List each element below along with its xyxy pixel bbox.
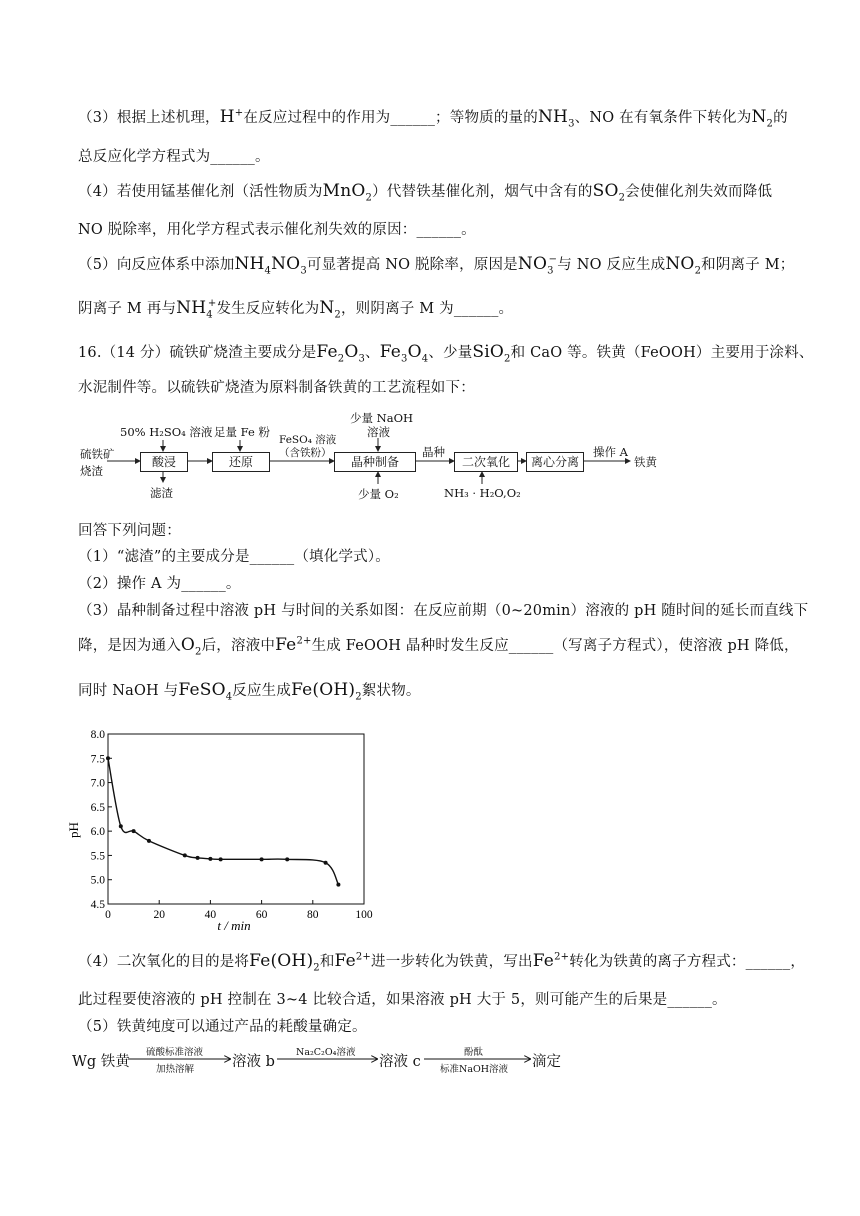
flow-product-label: 铁黄 <box>634 455 657 469</box>
so2: $SO_2$ <box>592 181 626 204</box>
text: 和 <box>319 954 335 970</box>
text: 反应生成 <box>232 683 292 699</box>
fe2-plus: $Fe^{2+}$ <box>532 951 570 971</box>
chart-data-point <box>119 824 123 828</box>
q5b-line: （5）铁黄纯度可以通过产品的耗酸量确定。 <box>78 1019 367 1035</box>
chart-x-tick-label: 40 <box>204 909 217 921</box>
titration-arrow1-top: 硫酸标准溶液 <box>146 1047 204 1058</box>
h-plus: H+ <box>219 107 244 127</box>
chart-series-line <box>108 758 338 884</box>
text: 的 <box>773 110 788 126</box>
text: 进一步转化为铁黄，写出 <box>371 954 533 970</box>
text: 后，溶液中 <box>201 638 276 654</box>
titration-end: 滴定 <box>532 1054 561 1070</box>
chart-y-tick-label: 4.5 <box>90 899 105 911</box>
chart-data-point <box>106 756 110 760</box>
q4b-line2: 此过程要使溶液的 pH 控制在 3~4 比较合适，如果溶液 pH 大于 5，则可能产生的后果是______。 <box>78 992 727 1008</box>
titration-start: Wg 铁黄 <box>72 1054 130 1070</box>
flow-box-centrifuge: 离心分离 <box>526 452 584 472</box>
flow-input-naoh: 少量 NaOH <box>350 411 414 425</box>
chart-x-tick-label: 100 <box>355 909 373 921</box>
chart-points <box>106 756 340 886</box>
text: ）代替铁基催化剂，烟气中含有的 <box>372 184 593 200</box>
text: 16.（14 分）硫铁矿烧渣主要成分是 <box>78 345 317 361</box>
titration-arrow1-bottom: 加热溶解 <box>156 1064 195 1075</box>
text: （5）向反应体系中添加 <box>78 257 235 273</box>
titration-arrow2-top: Na₂C₂O₄溶液 <box>296 1047 356 1058</box>
text: 、少量 <box>428 345 473 361</box>
chart-x-axis-label: t / min <box>217 918 251 933</box>
titration-arrow3-top: 酚酞 <box>464 1047 484 1058</box>
flow-arrows <box>0 0 860 520</box>
question-3-line1: （3）晶种制备过程中溶液 pH 与时间的关系如图：在反应前期（0~20min）溶液的 pH 随时间的延长而直线下 <box>78 603 809 619</box>
chart-data-point <box>183 853 187 857</box>
text: （3）根据上述机理， <box>78 110 220 126</box>
chart-ticks <box>91 729 373 921</box>
no3-minus: $NO_3^-$ <box>517 254 558 277</box>
chart-data-point <box>260 857 264 861</box>
q4b-line1 <box>78 950 805 973</box>
chart-data-point <box>285 857 289 861</box>
flow-box-seed-prep: 晶种制备 <box>334 452 416 472</box>
text: （4）若使用锰基催化剂（活性物质为 <box>78 184 323 200</box>
flow-raw-label-2: 烧渣 <box>80 464 103 478</box>
flow-input-acid: 50% H₂SO₄ 溶液 <box>120 425 213 439</box>
flow-input-naoh-2: 溶液 <box>367 425 390 439</box>
flow-o2-label: 少量 O₂ <box>358 487 399 501</box>
chart-y-tick-label: 7.0 <box>90 777 105 790</box>
flow-input-feso4: FeSO₄ 溶液 <box>279 434 337 446</box>
flow-box-second-oxidation: 二次氧化 <box>454 452 518 472</box>
chart-data-point <box>147 839 151 843</box>
text: 水泥制件等。以硫铁矿烧渣为原料制备铁黄的工艺流程如下： <box>78 380 475 396</box>
text: 与 NO 反应生成 <box>557 257 666 273</box>
questions-intro: 回答下列问题： <box>78 523 181 539</box>
titration-arrow3-bottom: 标准NaOH溶液 <box>440 1064 509 1075</box>
chart-data-point <box>219 857 223 861</box>
chart-y-tick-label: 6.0 <box>90 826 105 839</box>
chart-x-tick-label: 80 <box>307 909 319 921</box>
nh3: $NH_3$ <box>537 107 575 130</box>
chart-y-tick-label: 8.0 <box>90 729 105 741</box>
feoh2: $Fe(OH)_2$ <box>249 951 320 974</box>
text: 同时 NaOH 与 <box>78 683 179 699</box>
flow-nh3-o2-label: NH₃ · H₂O,O₂ <box>444 486 521 500</box>
flow-box-reduce: 还原 <box>212 452 270 472</box>
chart-data-point <box>324 861 328 865</box>
process-flow-diagram <box>0 0 860 520</box>
chart-y-tick-label: 5.5 <box>90 850 105 863</box>
question-3-line3 <box>78 679 421 702</box>
question-3-line2 <box>78 634 799 657</box>
text: 转化为铁黄的离子方程式：______， <box>569 954 806 970</box>
text: （4）二次氧化的目的是将 <box>78 954 250 970</box>
question-1: （1）“滤渣”的主要成分是______（填化学式）。 <box>78 549 390 565</box>
chart-data-point <box>132 829 136 833</box>
nh4no3: $NH_4NO_3$ <box>234 254 307 277</box>
flow-box-acid-leach: 酸浸 <box>140 452 188 472</box>
sio2: SiO$_2$ <box>472 342 511 365</box>
chart-axes <box>108 734 364 904</box>
flow-seed-label: 晶种 <box>422 445 445 459</box>
text: NO 脱除率，用化学方程式表示催化剂失效的原因：______。 <box>78 222 476 238</box>
fe2-plus: $Fe^{2+}$ <box>334 951 372 971</box>
flow-residue-label: 滤渣 <box>150 486 173 500</box>
flow-input-feso4-note: （含铁粉） <box>279 447 332 459</box>
text: 会使催化剂失效而降低 <box>625 184 773 200</box>
mno2: MnO$_2$ <box>322 181 373 204</box>
chart-y-axis-label: pH <box>66 822 81 838</box>
chart-x-tick-label: 20 <box>153 909 165 921</box>
chart-y-tick-label: 7.5 <box>90 753 105 766</box>
text: 、NO 在有氧条件下转化为 <box>574 110 752 126</box>
text: 发生反应转化为 <box>216 301 320 317</box>
text: ，则阴离子 M 为______。 <box>340 301 514 317</box>
text: 和阴离子 M； <box>701 257 795 273</box>
question-2: （2）操作 A 为______。 <box>78 576 241 592</box>
feoh2: $Fe(OH)_2$ <box>291 680 362 703</box>
fe3o4: $Fe_3O_4$ <box>379 342 429 365</box>
text: 可显著提高 NO 脱除率，原因是 <box>306 257 518 273</box>
flow-input-fe: 足量 Fe 粉 <box>214 425 270 439</box>
text: 、 <box>365 345 380 361</box>
chart-data-point <box>208 857 212 861</box>
text: 总反应化学方程式为______。 <box>78 149 270 165</box>
fe2-plus: $Fe^{2+}$ <box>275 635 312 655</box>
no2: $NO_2$ <box>665 254 702 277</box>
chart-y-tick-label: 6.5 <box>90 801 105 814</box>
titration-sequence <box>72 1040 692 1080</box>
chart-data-point <box>196 856 200 860</box>
n2: $N_2$ <box>751 107 774 130</box>
text: 生成 FeOOH 晶种时发生反应______（写离子方程式），使溶液 pH 降低， <box>311 638 799 654</box>
text: 絮状物。 <box>361 683 421 699</box>
text: 阴离子 M 再与 <box>78 301 177 317</box>
text: 在反应过程中的作用为______；等物质的量的 <box>243 110 538 126</box>
flow-raw-label-1: 硫铁矿 <box>80 447 115 461</box>
text: 和 CaO 等。铁黄（FeOOH）主要用于涂料、 <box>510 345 814 361</box>
chart-y-tick-label: 5.0 <box>90 874 105 887</box>
nh4-plus: $NH_4^+$ <box>176 298 217 321</box>
titration-solution-b: 溶液 b <box>232 1054 275 1070</box>
titration-solution-c: 溶液 c <box>379 1054 421 1070</box>
chart-frame <box>108 734 364 904</box>
feso4: FeSO$_4$ <box>178 680 233 703</box>
o2: $O_2$ <box>180 635 202 658</box>
ph-time-chart <box>66 722 382 937</box>
text: 降，是因为通入 <box>78 638 181 654</box>
chart-x-tick-label: 60 <box>255 909 268 921</box>
chart-data-point <box>336 883 340 887</box>
chart-x-tick-label: 0 <box>105 909 111 921</box>
fe2o3: $Fe_2O_3$ <box>316 342 366 365</box>
n2: $N_2$ <box>319 298 341 321</box>
flow-operation-a-label: 操作 A <box>593 445 628 459</box>
